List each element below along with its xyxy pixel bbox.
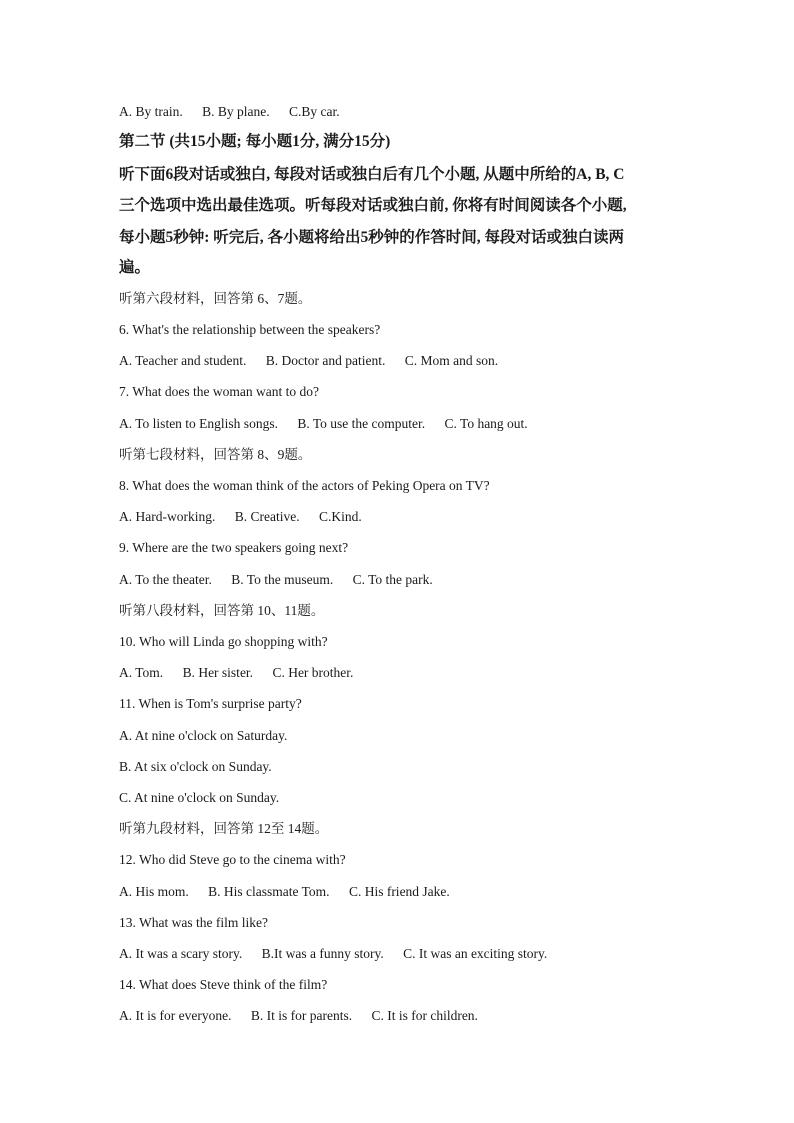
q14-options-row <box>119 1007 478 1025</box>
q6-option-c: C. Mom and son. <box>404 353 499 368</box>
q8-options-row <box>119 508 362 526</box>
q12-question: 12. Who did Steve go to the cinema with? <box>119 852 346 867</box>
q8-option-b: B. Creative. <box>234 509 300 524</box>
q10-option-c: C. Her brother. <box>272 665 354 680</box>
passage-7-intro: 听第七段材料，回答第 8、9题。 <box>119 447 312 462</box>
q8-option-a: A. Hard-working. <box>119 509 216 524</box>
q5-option-a: A. By train. <box>119 104 183 119</box>
q13-option-c: C. It was an exciting story. <box>403 946 548 961</box>
q7-option-b: B. To use the computer. <box>297 416 426 431</box>
q13-option-b: B.It was a funny story. <box>261 946 384 961</box>
q10-option-b: B. Her sister. <box>182 665 254 680</box>
q5-option-c: C.By car. <box>289 104 340 119</box>
passage-8-intro: 听第八段材料，回答第 10、11题。 <box>119 603 325 618</box>
q8-option-c: C.Kind. <box>318 509 362 524</box>
q12-option-c: C. His friend Jake. <box>348 884 450 899</box>
passage-6-intro: 听第六段材料，回答第 6、7题。 <box>119 291 312 306</box>
q12-options-row <box>119 883 450 901</box>
q7-options-row <box>119 415 528 433</box>
q8-question: 8. What does the woman think of the actors of Peking Opera on TV? <box>119 478 490 493</box>
q10-options-row <box>119 664 353 682</box>
q11-option-b: B. At six o'clock on Sunday. <box>119 759 272 774</box>
q5-option-b: B. By plane. <box>202 104 270 119</box>
q14-option-b: B. It is for parents. <box>250 1008 353 1023</box>
q14-option-c: C. It is for children. <box>371 1008 478 1023</box>
q13-question: 13. What was the film like? <box>119 915 268 930</box>
passage-9-intro: 听第九段材料，回答第 12至 14题。 <box>119 821 329 836</box>
q9-option-c: C. To the park. <box>352 572 433 587</box>
q14-option-a: A. It is for everyone. <box>119 1008 232 1023</box>
q12-option-b: B. His classmate Tom. <box>208 884 330 899</box>
q9-question: 9. Where are the two speakers going next? <box>119 540 349 555</box>
q13-option-a: A. It was a scary story. <box>119 946 243 961</box>
section-title: 第二节 (共15小题; 每小题1分, 满分15分) <box>119 133 391 150</box>
q14-question: 14. What does Steve think of the film? <box>119 977 328 992</box>
q9-options-row <box>119 571 433 589</box>
q11-option-a: A. At nine o'clock on Saturday. <box>119 728 288 743</box>
section-instructions-line-3: 每小题5秒钟: 听完后, 各小题将给出5秒钟的作答时间, 每段对话或独白读两 <box>119 229 625 246</box>
q11-question: 11. When is Tom's surprise party? <box>119 696 302 711</box>
q13-options-row <box>119 945 547 963</box>
q10-question: 10. Who will Linda go shopping with? <box>119 634 328 649</box>
section-instructions-line-4: 遍。 <box>119 259 151 276</box>
q11-option-c: C. At nine o'clock on Sunday. <box>119 790 280 805</box>
q9-option-a: A. To the theater. <box>119 572 212 587</box>
q7-option-a: A. To listen to English songs. <box>119 416 278 431</box>
section-instructions-line-2: 三个选项中选出最佳选项。听每段对话或独白前, 你将有时间阅读各个小题, <box>119 197 627 214</box>
q7-option-c: C. To hang out. <box>444 416 528 431</box>
q5-options-row <box>119 103 340 121</box>
q12-option-a: A. His mom. <box>119 884 189 899</box>
q6-question: 6. What's the relationship between the speakers? <box>119 322 381 337</box>
q9-option-b: B. To the museum. <box>231 572 334 587</box>
section-instructions-line-1: 听下面6段对话或独白, 每段对话或独白后有几个小题, 从题中所给的A, B, C <box>119 166 625 183</box>
q6-options-row <box>119 352 498 370</box>
q6-option-b: B. Doctor and patient. <box>265 353 386 368</box>
q7-question: 7. What does the woman want to do? <box>119 384 319 399</box>
q10-option-a: A. Tom. <box>119 665 164 680</box>
q6-option-a: A. Teacher and student. <box>119 353 247 368</box>
